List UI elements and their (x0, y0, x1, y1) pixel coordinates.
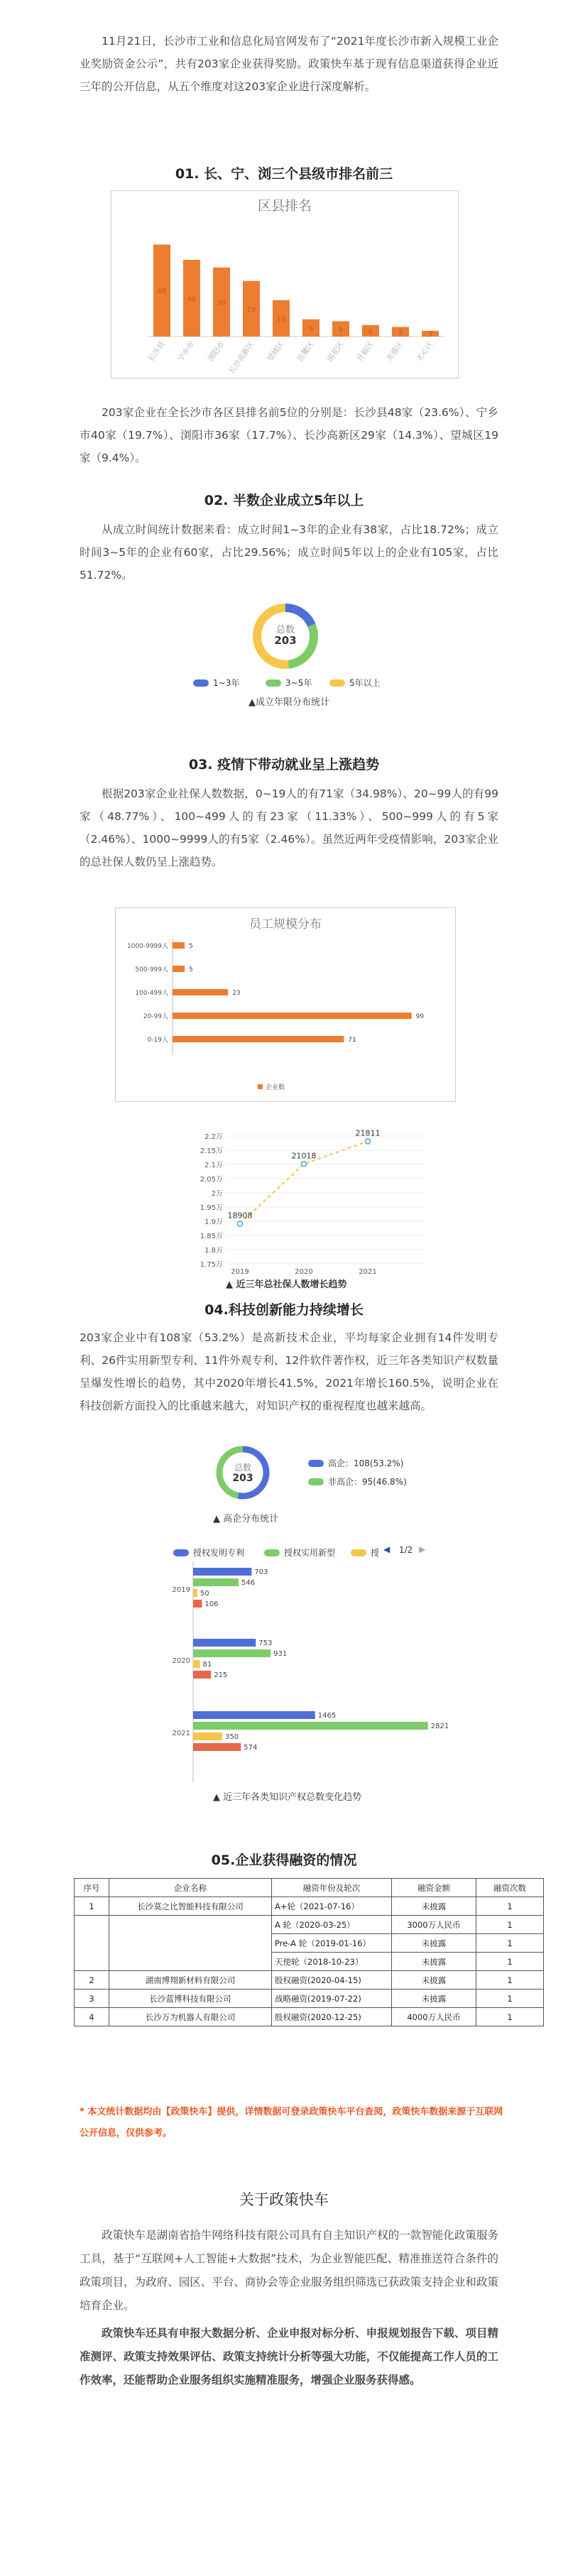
tick-label: 1.9万 (204, 1218, 223, 1226)
tick-label: 芙蓉区 (385, 339, 405, 364)
tick-label: 1.75万 (200, 1261, 223, 1269)
table-cell: 1 (476, 1897, 544, 1916)
staff-chart-title: 员工规模分布 (249, 917, 322, 932)
data-label: 215 (214, 1671, 228, 1679)
table-cell: 3000万人民币 (392, 1916, 476, 1934)
table-cell: 长沙蓝博科技有限公司 (109, 1990, 272, 2008)
header-cell: 序号 (75, 1879, 109, 1897)
tick-label: 20-99人 (143, 1013, 168, 1020)
legend-swatch (308, 1478, 324, 1485)
tick-label: 2.05万 (200, 1176, 223, 1184)
tick-label: 1.8万 (204, 1247, 223, 1255)
point (238, 1221, 243, 1226)
data-label: 106 (204, 1600, 219, 1608)
legend-swatch (264, 1549, 280, 1556)
financing-table (74, 1878, 544, 2026)
hightech-legend-1: 高企：108(53.2%) (308, 1457, 403, 1469)
table-row (75, 1971, 544, 1990)
data-label: 36 (217, 299, 226, 307)
data-label: 5 (189, 966, 193, 973)
hightech-caption: ▲ 高企分布统计 (213, 1514, 279, 1524)
table-row (75, 1897, 544, 1916)
tick-label: 长沙县 (146, 339, 167, 364)
section-4-heading: 04.科技创新能力持续增长 (204, 1302, 364, 1318)
district-chart-plot (111, 219, 458, 376)
point (302, 1162, 307, 1167)
insured-line-chart (190, 1122, 446, 1278)
section-2-text: 从成立时间统计数据来看：成立时间1~3年的企业有38家，占比18.72%；成立时间3~5年的企业有60家，占比29.56%；成立时间5年以上的企业有105家，占比51.72%。 (80, 523, 498, 582)
table-cell: 股权融资(2020-12-25) (272, 2008, 392, 2026)
tick-label: 500-999人 (135, 966, 168, 973)
data-source-note: * 本文统计数据均由【政策快车】提供，详情数据可登录政策快车平台查阅，政策快车数据来源于互联网公开信息，仅供参考。 (80, 2107, 503, 2139)
header-cell: 融资次数 (476, 1879, 544, 1897)
legend-swatch (266, 680, 281, 687)
tick-label: 1.95万 (200, 1204, 223, 1212)
data-label: 931 (273, 1650, 288, 1658)
ip-legend-2[interactable]: 授权实用新型 (264, 1546, 335, 1559)
bar (193, 1722, 428, 1730)
data-label: 546 (241, 1579, 256, 1587)
section-3-text: 根据203家企业社保人数数据，0~19人的有71家（34.98%）、20~99人的有99家（48.77%）、100~499人的有23家（11.33%）、500~999人的有5家（2.46%）、1000~9999人的有5家（2.46%）。虽然近两年受疫情影响，203家企业的总社保人数仍呈上涨趋势。 (80, 787, 498, 868)
table-cell: 1 (476, 1971, 544, 1990)
tick-label: 长沙高新区 (227, 339, 256, 376)
table-cell: 湖南博翔新材料有限公司 (109, 1971, 272, 1990)
legend-prev-icon[interactable]: ◀ (383, 1544, 390, 1554)
table-cell: 股权融资(2020-04-15) (272, 1971, 392, 1990)
tick-label: 开福区 (355, 339, 376, 364)
bar (193, 1589, 197, 1597)
data-label: 48 (157, 288, 167, 296)
table-cell (109, 1916, 272, 1971)
tick-label: 天心区 (415, 339, 435, 364)
district-chart (111, 190, 459, 378)
founding-caption: ▲成立年限分布统计 (248, 697, 329, 708)
tick-label: 雨花区 (325, 339, 346, 364)
founding-legend-3: 5年以上 (329, 677, 381, 689)
staff-chart-plot (116, 929, 455, 1100)
hightech-donut-value: 203 (232, 1473, 253, 1484)
tick-label: 2.15万 (200, 1147, 223, 1155)
founding-donut-label: 总数 (275, 625, 295, 635)
founding-donut-value: 203 (274, 634, 297, 647)
bar (193, 1711, 315, 1719)
tick-label: 望城区 (266, 339, 286, 364)
header-cell: 融资年份及轮次 (272, 1879, 392, 1897)
data-label: 21018 (291, 1151, 317, 1161)
tick-label: 2020 (295, 1268, 313, 1276)
bar (193, 1568, 251, 1576)
table-row (75, 2008, 544, 2026)
table-cell (75, 1916, 109, 1971)
tick-label: 2.2万 (204, 1133, 223, 1141)
section-3-heading: 03. 疫情下带动就业呈上涨趋势 (188, 757, 380, 773)
table-cell: 未披露 (392, 1971, 476, 1990)
legend-swatch (193, 680, 209, 687)
bar (193, 1660, 200, 1668)
legend-swatch (329, 680, 345, 687)
header-cell: 融资金额 (392, 1879, 476, 1897)
bar (173, 1013, 412, 1019)
data-label: 350 (225, 1733, 239, 1741)
table-cell: 1 (476, 2008, 544, 2026)
tick-label: 0-19人 (147, 1037, 168, 1044)
hightech-donut-label: 总数 (234, 1463, 251, 1473)
table-row (75, 1990, 544, 2008)
hightech-legend-2: 非高企：95(46.8%) (308, 1475, 407, 1488)
table-header-row (75, 1879, 544, 1897)
data-label: 71 (348, 1037, 356, 1044)
table-cell: 未披露 (392, 1897, 476, 1916)
table-cell: 战略融资(2019-07-22) (272, 1990, 392, 2008)
table-cell: 4 (75, 2008, 109, 2026)
data-label: 574 (244, 1744, 258, 1752)
bar (193, 1600, 202, 1608)
district-chart-title: 区县排名 (257, 198, 312, 214)
data-label: 9 (308, 324, 314, 333)
ip-legend-3[interactable]: 授 (351, 1546, 379, 1559)
legend-swatch (258, 1084, 263, 1089)
legend-page-indicator: 1/2 (399, 1545, 413, 1555)
tick-label: 浏阳市 (206, 339, 226, 364)
point (366, 1139, 371, 1144)
data-label: 6 (368, 327, 373, 336)
table-cell: Pre-A 轮（2019-01-16） (272, 1934, 392, 1953)
bar (193, 1732, 222, 1740)
data-label: 753 (258, 1639, 273, 1647)
data-label: 2821 (430, 1723, 449, 1730)
table-cell: 1 (476, 1934, 544, 1953)
table-cell: 长沙万为机器人有限公司 (109, 2008, 272, 2026)
section-1-text: 203家企业在全长沙市各区县排名前5位的分别是：长沙县48家（23.6%）、宁乡市40家（19.7%）、浏阳市36家（17.7%）、长沙高新区29家（14.3%）、望城区19家（9.4%）。 (80, 406, 498, 464)
bar (173, 1036, 344, 1042)
tick-label: 2020 (172, 1657, 190, 1665)
ip-caption: ▲ 近三年各类知识产权总数变化趋势 (213, 1792, 362, 1803)
section-2-heading: 02. 半数企业成立5年以上 (204, 493, 364, 508)
data-label: 29 (246, 305, 256, 314)
data-label: 5 (189, 943, 193, 950)
data-label: 99 (415, 1013, 425, 1020)
founding-legend-2: 3~5年 (266, 677, 312, 689)
bar (193, 1649, 271, 1657)
section-5-heading: 05.企业获得融资的情况 (211, 1852, 357, 1868)
data-label: 5 (398, 329, 403, 337)
table-cell: 长沙莫之比智能科技有限公司 (109, 1897, 272, 1916)
tick-label: 2021 (172, 1730, 190, 1737)
section-4-text: 203家企业中有108家（53.2%）是高新技术企业，平均每家企业拥有14件发明专利、26件实用新型专利、11件外观专利、12件软件著作权，近三年各类知识产权数量呈爆发性增长的趋势，其中2020年增长41.5%，2021年增长160.5%，说明企业在科技创新方面投入的比重越来越大，对知识产权的重视程度也越来越高。 (80, 1331, 498, 1412)
about-paragraph-1: 政策快车是湖南省拾牛网络科技有限公司具有自主知识产权的一款智能化政策服务工具，基于“互联网+人工智能+大数据”技术，为企业智能匹配、精准推送符合条件的政策项目，为政府、园区、平台、商协会等企业服务组织筛选已获政策支持企业和政策培育企业。 (80, 2229, 498, 2312)
table-cell: 天使轮（2018-10-23） (272, 1953, 392, 1971)
data-label: 21811 (355, 1128, 381, 1138)
data-label: 18908 (227, 1211, 253, 1221)
data-label: 1465 (317, 1712, 337, 1720)
data-label: 40 (187, 295, 197, 303)
data-label: 81 (202, 1661, 212, 1669)
table-cell: 1 (476, 1990, 544, 2008)
tick-label: 2019 (231, 1268, 249, 1276)
bar (193, 1578, 239, 1586)
tick-label: 100-499人 (135, 990, 168, 997)
about-paragraph-2: 政策快车还具有申报大数据分析、企业申报对标分析、申报规划报告下载、项目精准测评、政策支持效果评估、政策支持统计分析等强大功能，不仅能提高工作人员的工作效率，还能帮助企业服务组织实施精准服务，增强企业服务获得感。 (80, 2327, 498, 2386)
table-cell: 未披露 (392, 1953, 476, 1971)
ip-bar-chart (165, 1561, 463, 1788)
table-cell: 2 (75, 1971, 109, 1990)
table-cell: 1 (476, 1953, 544, 1971)
table-cell: 1 (476, 1916, 544, 1934)
tick-label: 宁乡市 (176, 339, 197, 364)
bar (173, 989, 228, 995)
table-cell: 1 (75, 1897, 109, 1916)
table-cell: A+轮（2021-07-16） (272, 1897, 392, 1916)
data-label: 19 (276, 315, 286, 324)
founding-legend-1: 1~3年 (193, 677, 239, 689)
data-label: 50 (200, 1590, 209, 1598)
insured-caption: ▲ 近三年总社保人数增长趋势 (226, 1279, 347, 1290)
bar (193, 1639, 256, 1647)
ip-legend-1[interactable]: 授权发明专利 (173, 1546, 244, 1559)
bar (173, 966, 185, 972)
data-label: 23 (232, 990, 241, 997)
tick-label: 2019 (172, 1586, 190, 1594)
header-cell: 企业名称 (109, 1879, 272, 1897)
bar (193, 1671, 211, 1679)
bar (173, 942, 185, 949)
legend-next-icon[interactable]: ▶ (419, 1544, 426, 1554)
legend-swatch (351, 1549, 366, 1556)
legend-swatch (173, 1549, 189, 1556)
legend-swatch (308, 1460, 324, 1467)
table-cell: 未披露 (392, 1990, 476, 2008)
bar (193, 1743, 241, 1751)
data-label: 8 (338, 326, 344, 334)
data-label: 703 (254, 1568, 268, 1576)
tick-label: 岳麓区 (295, 339, 316, 364)
legend-label: 企业数 (266, 1084, 285, 1091)
data-label: 3 (427, 330, 433, 339)
tick-label: 2万 (211, 1190, 223, 1198)
tick-label: 2.1万 (204, 1162, 223, 1169)
tick-label: 1.85万 (200, 1233, 223, 1240)
staff-chart (115, 907, 456, 1102)
tick-label: 1000-9999人 (126, 943, 168, 950)
tick-label: 2021 (359, 1268, 377, 1276)
intro-paragraph: 11月21日，长沙市工业和信息化局官网发布了“2021年度长沙市新入规模工业企业奖励资金公示”，共有203家企业获得奖励。政策快车基于现有信息渠道获得企业近三年的公开信息，从五个维度对这203家企业进行深度解析。 (80, 35, 498, 93)
table-cell: A 轮（2020-03-25） (272, 1916, 392, 1934)
about-heading: 关于政策快车 (239, 2191, 329, 2208)
section-1-heading: 01. 长、宁、浏三个县级市排名前三 (175, 166, 393, 182)
table-cell: 未披露 (392, 1934, 476, 1953)
table-row (75, 1916, 544, 1934)
table-cell: 4000万人民币 (392, 2008, 476, 2026)
table-cell: 3 (75, 1990, 109, 2008)
